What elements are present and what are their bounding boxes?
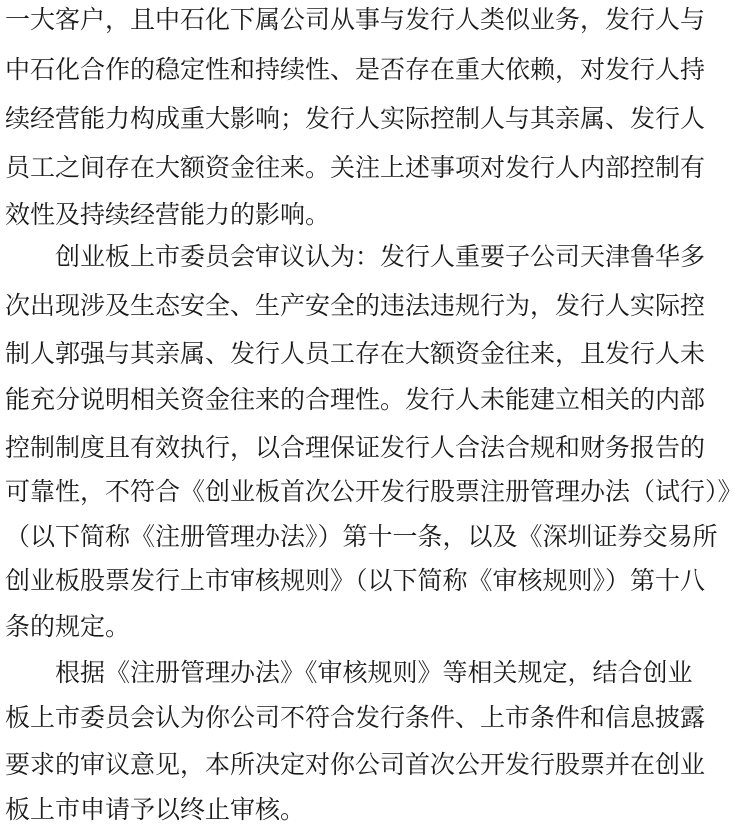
text-line: 根据《注册管理办法》《审核规则》等相关规定，结合创业 (5, 658, 693, 687)
text-line: 制人郭强与其亲属、发行人员工存在大额资金往来，且发行人未 (5, 339, 706, 368)
text-line: 次出现涉及生态安全、生产安全的违法违规行为，发行人实际控 (5, 291, 706, 320)
text-line: 板上市申请予以终止审核。 (5, 795, 306, 824)
text-line: 要求的审议意见，本所决定对你公司首次公开发行股票并在创业 (5, 750, 706, 779)
text-line: 板上市委员会认为你公司不符合发行条件、上市条件和信息披露 (5, 703, 706, 732)
text-line: 中石化合作的稳定性和持续性、是否存在重大依赖，对发行人持 (5, 55, 706, 84)
text-line: 能充分说明相关资金往来的合理性。发行人未能建立相关的内部 (5, 385, 706, 414)
text-line: （以下简称《注册管理办法》）第十一条，以及《深圳证券交易所 (5, 522, 718, 551)
text-line: 创业板股票发行上市审核规则》（以下简称《审核规则》）第十八 (5, 566, 706, 595)
text-line: 续经营能力构成重大影响；发行人实际控制人与其亲属、发行人 (5, 104, 706, 133)
text-line: 员工之间存在大额资金往来。关注上述事项对发行人内部控制有 (5, 153, 706, 182)
text-line: 一大客户，且中石化下属公司从事与发行人类似业务，发行人与 (5, 5, 706, 34)
text-line: 条的规定。 (5, 612, 131, 641)
text-line: 创业板上市委员会审议认为：发行人重要子公司天津鲁华多 (5, 242, 706, 271)
text-line: 控制制度且有效执行，以合理保证发行人合法合规和财务报告的 (5, 433, 706, 462)
text-line: 可靠性，不符合《创业板首次公开发行股票注册管理办法（试行）》 (5, 477, 743, 506)
text-line: 效性及持续经营能力的影响。 (5, 200, 331, 229)
